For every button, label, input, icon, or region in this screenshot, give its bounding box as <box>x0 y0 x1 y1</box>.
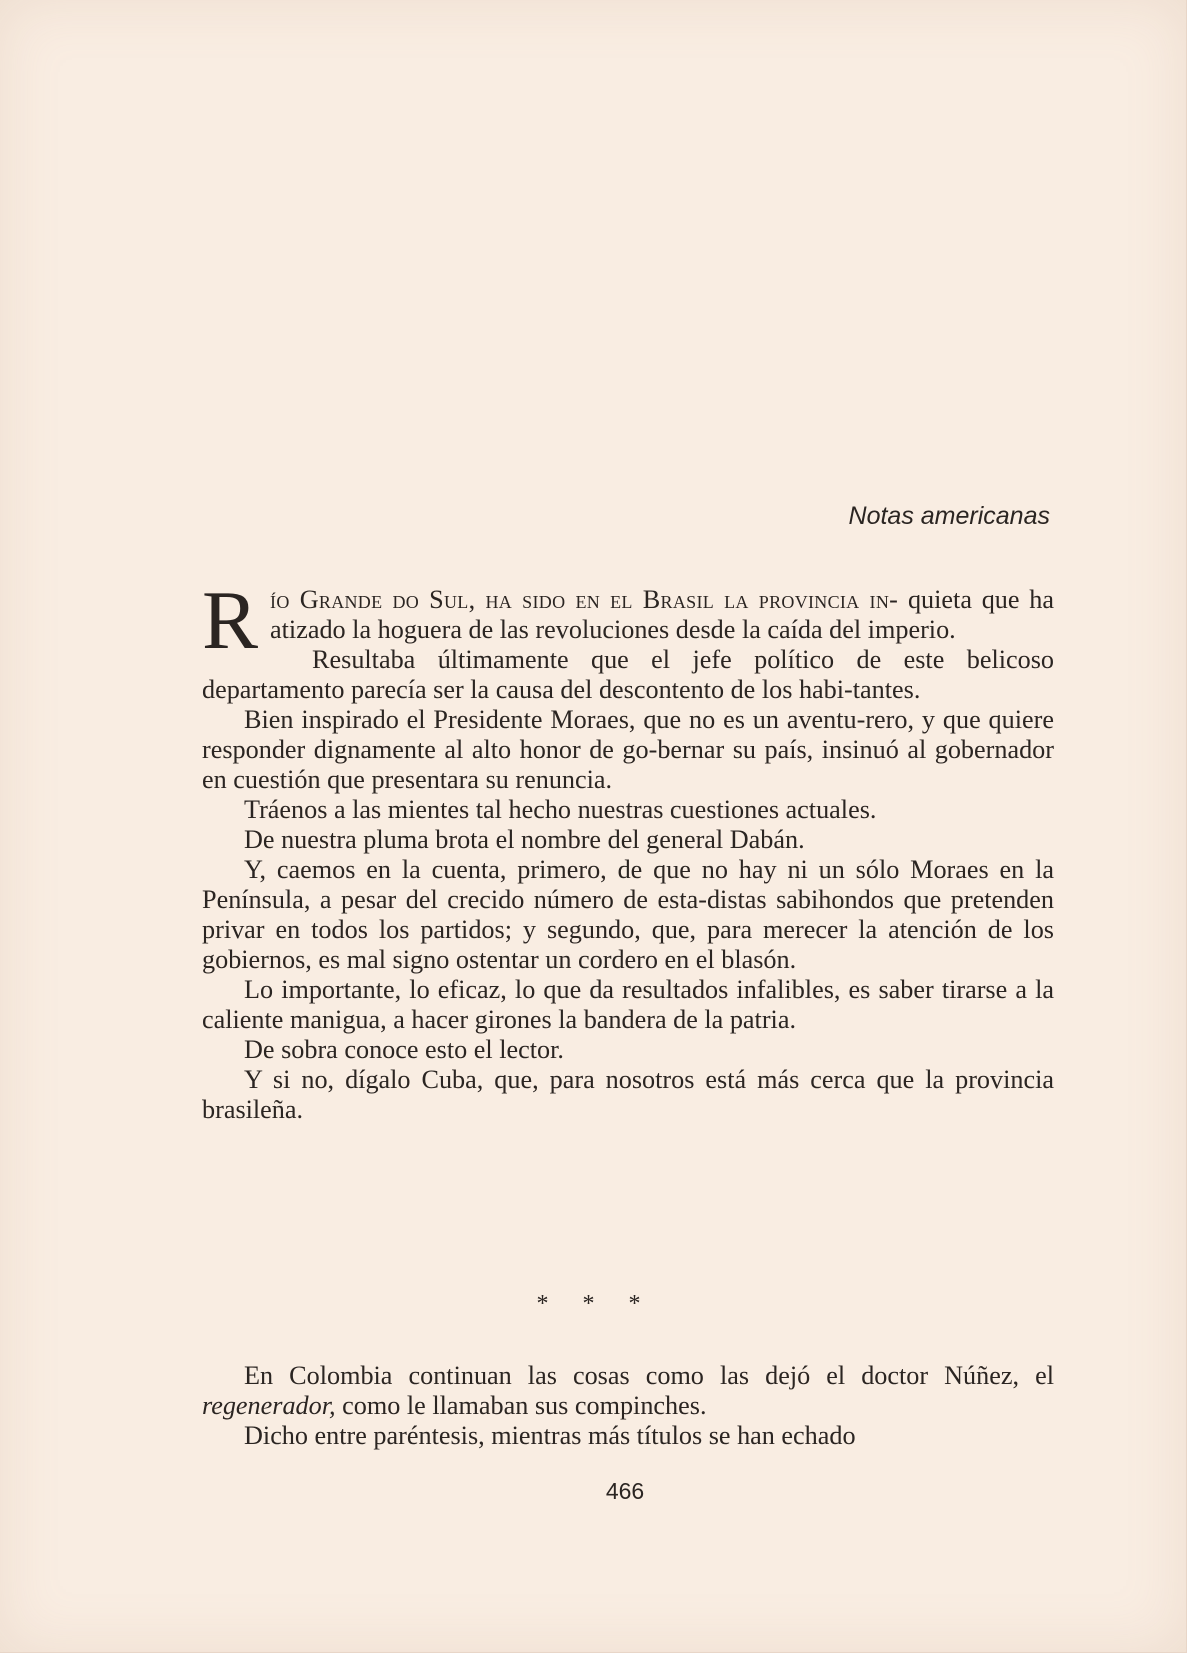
drop-cap: R <box>202 574 259 667</box>
opening-smallcaps: ío Grande do Sul, ha sido en el Brasil la provincia in- <box>270 585 899 614</box>
italic-term: regenerador, <box>202 1391 336 1420</box>
paragraph: Tráenos a las mientes tal hecho nuestras cuestiones actuales. <box>244 795 877 824</box>
running-head: Notas americanas <box>848 502 1050 530</box>
opening-paragraph <box>202 574 1055 667</box>
p1-before: En Colombia continuan las cosas como las dejó el doctor Núñez, el <box>244 1361 1054 1390</box>
paragraph: Bien inspirado el Presidente Moraes, que no es un aventu-rero, y que quiere responder dignamente al alto honor de go-bernar su país, insinuó al gobernador en cuestión que presentara su renuncia. <box>202 705 1054 794</box>
section-separator: * * * <box>536 1291 655 1317</box>
paragraph <box>202 1361 1054 1421</box>
article-body-section-1 <box>202 574 1055 1125</box>
article-body-section-2 <box>202 1361 1054 1451</box>
paragraph: De nuestra pluma brota el nombre del general Dabán. <box>244 825 805 854</box>
page-number: 466 <box>605 1478 645 1504</box>
opening-rest: quieta que ha atizado la hoguera de las revoluciones desde la caída del imperio. <box>270 585 1055 644</box>
paragraph: Y si no, dígalo Cuba, que, para nosotros está más cerca que la provincia brasileña. <box>202 1065 1054 1124</box>
paragraph: De sobra conoce esto el lector. <box>244 1035 564 1064</box>
paragraph: Lo importante, lo eficaz, lo que da resultados infalibles, es saber tirarse a la caliente manigua, a hacer girones la bandera de la patria. <box>202 975 1054 1034</box>
paragraph: Resultaba últimamente que el jefe político de este belicoso departamento parecía ser la causa del descontento de los habi-tantes. <box>202 645 1054 704</box>
p1-after: como le llamaban sus compinches. <box>335 1391 707 1420</box>
paragraph: Y, caemos en la cuenta, primero, de que no hay ni un sólo Moraes en la Península, a pesar del crecido número de esta-distas sabihondos que pretenden privar en todos los partidos; y segundo, que, para merecer la atención de los gobiernos, es mal signo ostentar un cordero en el blasón. <box>202 855 1054 974</box>
paragraph: Dicho entre paréntesis, mientras más títulos se han echado <box>244 1421 856 1450</box>
